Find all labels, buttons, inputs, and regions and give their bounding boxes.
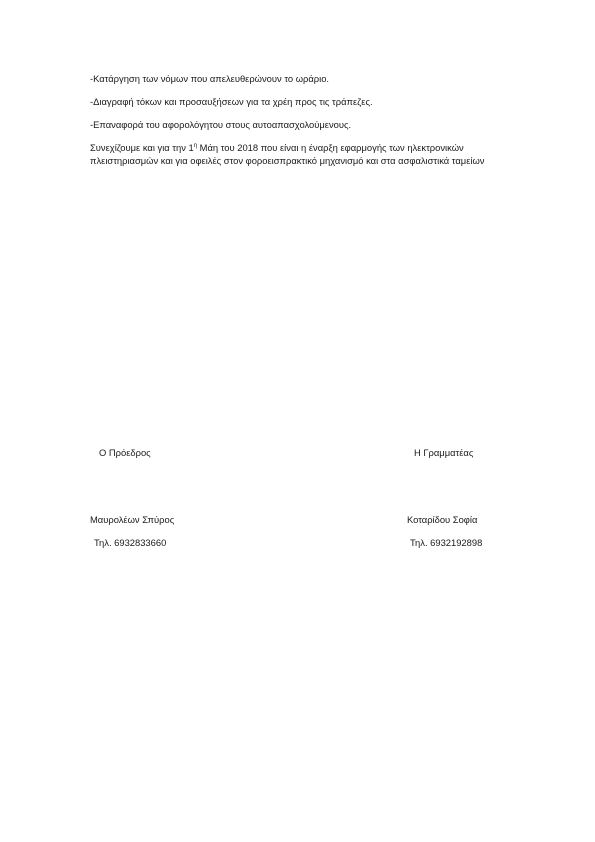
paragraph-text-rest: Μάη του 2018 που είναι η έναρξη εφαρμογής των ηλεκτρονικών πλειστηριασμών και για οφειλές στον φοροεισπρακτικό μηχανισμό και στα ασφαλιστικά ταμείων [90, 142, 485, 167]
demand-item-1: -Κατάργηση των νόμων που απελευθερώνουν το ωράριο. [90, 73, 330, 84]
body-paragraph [90, 141, 515, 168]
president-name: Μαυρολέων Σπύρος [90, 514, 175, 525]
demand-item-2: -Διαγραφή τόκων και προσαυξήσεων για τα χρέη προς τις τράπεζες. [90, 96, 373, 107]
secretary-phone: Τηλ. 6932192898 [410, 537, 483, 548]
demand-item-3: -Επαναφορά του αφορολόγητου στους αυτοαπασχολούμενους. [90, 119, 352, 130]
secretary-title: Η Γραμματέας [414, 447, 474, 458]
secretary-name: Κοταρίδου Σοφία [407, 514, 478, 525]
president-phone: Τηλ. 6932833660 [94, 537, 167, 548]
ordinal-superscript: η [193, 142, 198, 149]
president-title: Ο Πρόεδρος [99, 447, 151, 458]
paragraph-text-start: Συνεχίζουμε και για την 1 [90, 142, 194, 153]
